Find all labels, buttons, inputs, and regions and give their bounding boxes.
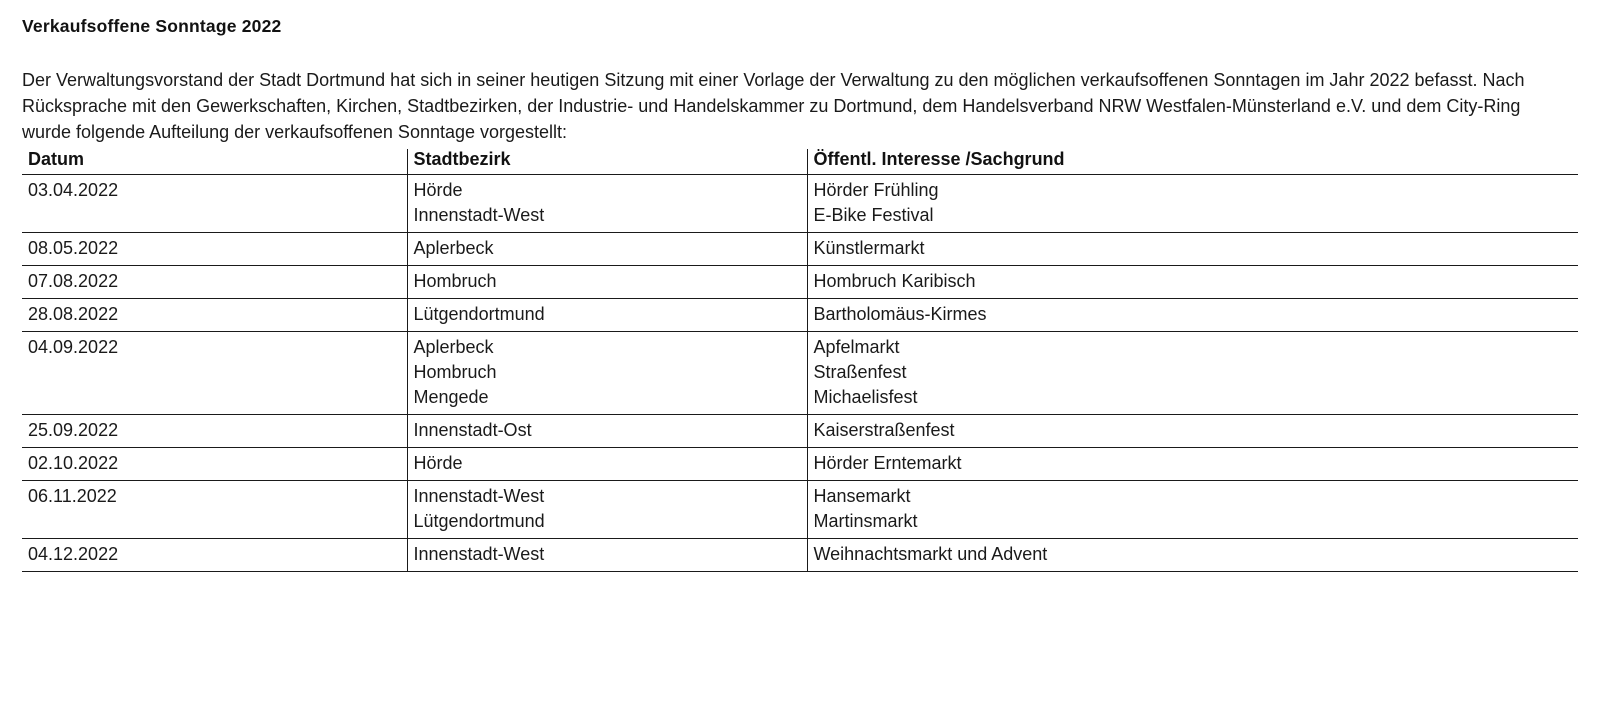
cell-reason [807, 539, 1578, 572]
district-line: Innenstadt-Ost [413, 420, 532, 440]
reason-line: Michaelisfest [813, 387, 918, 407]
column-header-reason: Öffentl. Interesse /Sachgrund [807, 149, 1578, 175]
table-row [22, 266, 1578, 299]
cell-date: 28.08.2022 [22, 299, 407, 332]
cell-date: 07.08.2022 [22, 266, 407, 299]
reason-line: Künstlermarkt [813, 238, 925, 258]
cell-reason [807, 233, 1578, 266]
district-line: Aplerbeck [413, 238, 494, 258]
cell-reason [807, 448, 1578, 481]
reason-line: Bartholomäus-Kirmes [813, 304, 987, 324]
district-line: Aplerbeck [413, 337, 494, 357]
cell-date: 04.09.2022 [22, 332, 407, 415]
table-row [22, 481, 1578, 539]
reason-line: Hansemarkt [813, 486, 911, 506]
table-body [22, 175, 1578, 572]
cell-district [407, 233, 807, 266]
cell-reason [807, 175, 1578, 233]
district-line: Innenstadt-West [413, 486, 545, 506]
cell-date: 04.12.2022 [22, 539, 407, 572]
cell-district [407, 175, 807, 233]
district-line: Hörde [413, 453, 463, 473]
district-line: Hombruch [413, 362, 497, 382]
cell-reason [807, 332, 1578, 415]
reason-line: E-Bike Festival [813, 205, 934, 225]
cell-date: 03.04.2022 [22, 175, 407, 233]
table-row [22, 175, 1578, 233]
cell-district [407, 332, 807, 415]
cell-district [407, 415, 807, 448]
column-header-date: Datum [22, 149, 407, 175]
district-line: Innenstadt-West [413, 205, 545, 225]
district-line: Mengede [413, 387, 489, 407]
table-row [22, 332, 1578, 415]
cell-district [407, 539, 807, 572]
table-row [22, 448, 1578, 481]
table-row [22, 415, 1578, 448]
cell-reason [807, 415, 1578, 448]
cell-date: 06.11.2022 [22, 481, 407, 539]
reason-line: Kaiserstraßenfest [813, 420, 955, 440]
cell-district [407, 481, 807, 539]
cell-date: 02.10.2022 [22, 448, 407, 481]
district-line: Innenstadt-West [413, 544, 545, 564]
cell-date: 25.09.2022 [22, 415, 407, 448]
table-row [22, 539, 1578, 572]
cell-date: 08.05.2022 [22, 233, 407, 266]
verkaufsoffene-sonntage-table [22, 149, 1578, 572]
reason-line: Hörder Erntemarkt [813, 453, 962, 473]
reason-line: Hombruch Karibisch [813, 271, 976, 291]
district-line: Lütgendortmund [413, 304, 545, 324]
cell-reason [807, 299, 1578, 332]
reason-line: Hörder Frühling [813, 180, 939, 200]
cell-district [407, 448, 807, 481]
reason-line: Apfelmarkt [813, 337, 900, 357]
district-line: Lütgendortmund [413, 511, 545, 531]
table-header-row [22, 149, 1578, 175]
table-row [22, 233, 1578, 266]
reason-line: Weihnachtsmarkt und Advent [813, 544, 1048, 564]
cell-reason [807, 481, 1578, 539]
column-header-district: Stadtbezirk [407, 149, 807, 175]
table-row [22, 299, 1578, 332]
district-line: Hörde [413, 180, 463, 200]
page-title: Verkaufsoffene Sonntage 2022 [22, 16, 282, 36]
intro-paragraph: Der Verwaltungsvorstand der Stadt Dortmund hat sich in seiner heutigen Sitzung mit einer Vorlage der Verwaltung zu den möglichen verkaufsoffenen Sonntagen im Jahr 2022 befasst. Nach Rücksprache mit den Gewerkschaften, Kirchen, Stadtbezirken, der Industrie- und Handelskammer zu Dortmund, dem Handelsverband NRW Westfalen-Münsterland e.V. und dem City-Ring wurde folgende Aufteilung der verkaufsoffenen Sonntage vorgestellt: [22, 70, 1525, 142]
cell-reason [807, 266, 1578, 299]
district-line: Hombruch [413, 271, 497, 291]
cell-district [407, 266, 807, 299]
cell-district [407, 299, 807, 332]
reason-line: Straßenfest [813, 362, 907, 382]
reason-line: Martinsmarkt [813, 511, 918, 531]
